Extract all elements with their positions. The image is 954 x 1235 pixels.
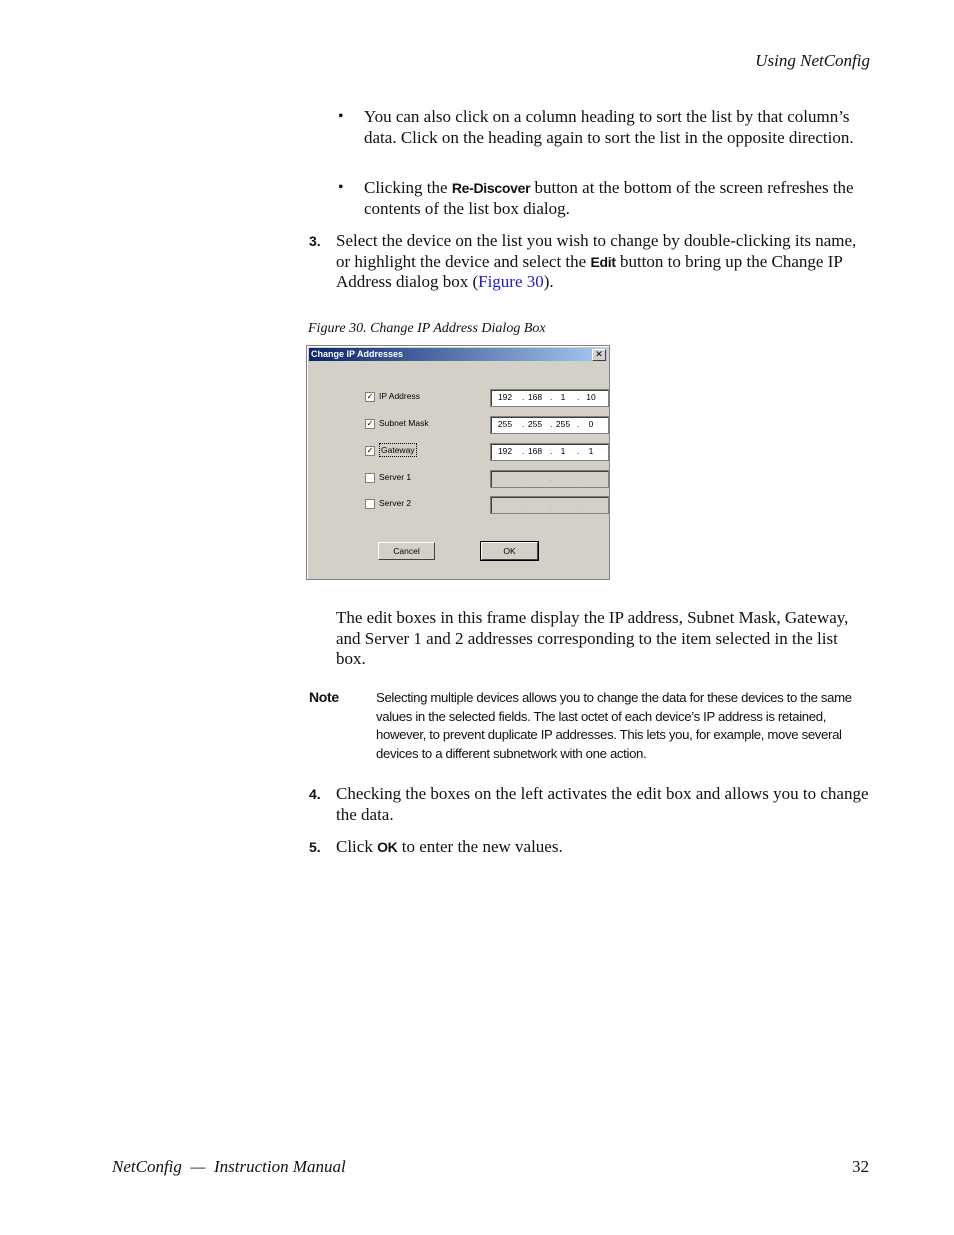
step-text-part: Select the device on the list you wish to change by double-clicking its name, or highlight the device and select the xyxy=(336,231,857,271)
octet: 168 xyxy=(527,446,543,456)
step-text-part: ). xyxy=(543,272,554,291)
bullet-marker: • xyxy=(338,179,344,196)
server-1-field[interactable] xyxy=(490,470,609,488)
note-label: Note xyxy=(309,689,339,705)
server-1-label: Server 1 xyxy=(379,472,412,482)
octet-dot: . xyxy=(550,419,553,429)
octet: 10 xyxy=(586,392,596,402)
octet-dot: . xyxy=(550,473,553,483)
octet: 192 xyxy=(497,392,513,402)
subnet-mask-checkbox[interactable]: ✓ xyxy=(366,419,374,428)
bullet-text: button at the bottom of the screen refreshes the contents of the list box dialog. xyxy=(364,178,854,218)
octet: 1 xyxy=(588,446,594,456)
octet: 255 xyxy=(555,419,571,429)
octet-dot: . xyxy=(550,499,553,509)
octet-dot: . xyxy=(522,446,525,456)
octet-dot: . xyxy=(577,446,580,456)
re-discover-keyword: Re-Discover xyxy=(451,180,531,196)
octet: 168 xyxy=(527,392,543,402)
octet-dot: . xyxy=(577,473,580,483)
step-number: 5. xyxy=(309,839,321,855)
octet-dot: . xyxy=(577,392,580,402)
server-2-field[interactable] xyxy=(490,496,609,514)
cancel-button[interactable]: Cancel xyxy=(378,542,435,560)
step-text xyxy=(336,231,870,293)
figure-link[interactable]: Figure 30 xyxy=(478,272,544,291)
octet: 255 xyxy=(497,419,513,429)
octet-dot: . xyxy=(522,419,525,429)
octet-dot: . xyxy=(577,419,580,429)
server-1-checkbox[interactable] xyxy=(365,473,375,483)
gateway-label: Gateway xyxy=(381,445,415,455)
step-text xyxy=(336,837,870,858)
edit-keyword: Edit xyxy=(590,253,616,270)
body-paragraph: The edit boxes in this frame display the IP address, Subnet Mask, Gateway, and Server 1 and 2 addresses corresponding to the item selected in the list box. xyxy=(336,608,849,668)
octet-dot: . xyxy=(550,446,553,456)
server-2-label: Server 2 xyxy=(379,498,412,508)
gateway-field[interactable] xyxy=(490,443,609,461)
footer-title: NetConfig — Instruction Manual xyxy=(112,1157,346,1176)
octet-dot: . xyxy=(522,473,525,483)
ok-button[interactable]: OK xyxy=(481,542,538,560)
step-text-part: button to bring up the Change IP Address dialog box ( xyxy=(336,251,843,291)
gateway-checkbox[interactable]: ✓ xyxy=(366,446,374,455)
step-text: Checking the boxes on the left activates the edit box and allows you to change the data. xyxy=(336,784,869,824)
change-ip-dialog xyxy=(306,345,610,580)
page-number: 32 xyxy=(852,1157,869,1176)
server-2-checkbox[interactable] xyxy=(365,499,375,509)
octet-dot: . xyxy=(522,499,525,509)
ok-keyword: OK xyxy=(377,839,398,855)
octet-dot: . xyxy=(550,392,553,402)
dialog-titlebar xyxy=(309,348,607,361)
note-text: Selecting multiple devices allows you to change the data for these devices to the same values in the selected fields. The last octet of each device’s IP address is retained, however, to prevent duplicate IP addresses. This lets you, for example, move several devices to a different subnetwork with one action. xyxy=(376,690,852,761)
ip-address-label: IP Address xyxy=(379,391,420,401)
ip-address-checkbox[interactable]: ✓ xyxy=(366,392,374,401)
running-header: Using NetConfig xyxy=(755,51,870,70)
octet: 1 xyxy=(560,392,566,402)
octet-dot: . xyxy=(577,499,580,509)
bullet-item: You can also click on a column heading to sort the list by that column’s data. Click on the heading again to sort the list in the opposite direction. xyxy=(364,107,854,147)
octet: 255 xyxy=(527,419,543,429)
octet: 1 xyxy=(560,446,566,456)
subnet-mask-label: Subnet Mask xyxy=(379,418,429,428)
octet-dot: . xyxy=(522,392,525,402)
close-icon[interactable]: ✕ xyxy=(592,349,606,361)
step-text-part: Click xyxy=(336,837,378,856)
dialog-title: Change IP Addresses xyxy=(311,349,404,359)
step-number: 4. xyxy=(309,786,321,802)
octet: 0 xyxy=(588,419,594,429)
octet: 192 xyxy=(497,446,513,456)
step-number: 3. xyxy=(309,233,321,249)
figure-caption: Figure 30. Change IP Address Dialog Box xyxy=(308,321,546,336)
step-text-part: to enter the new values. xyxy=(397,837,563,856)
subnet-mask-field[interactable] xyxy=(490,416,609,434)
bullet-item xyxy=(364,178,870,219)
bullet-text: Clicking the xyxy=(364,178,452,197)
ip-address-field[interactable] xyxy=(490,389,609,407)
bullet-marker: • xyxy=(338,108,344,125)
